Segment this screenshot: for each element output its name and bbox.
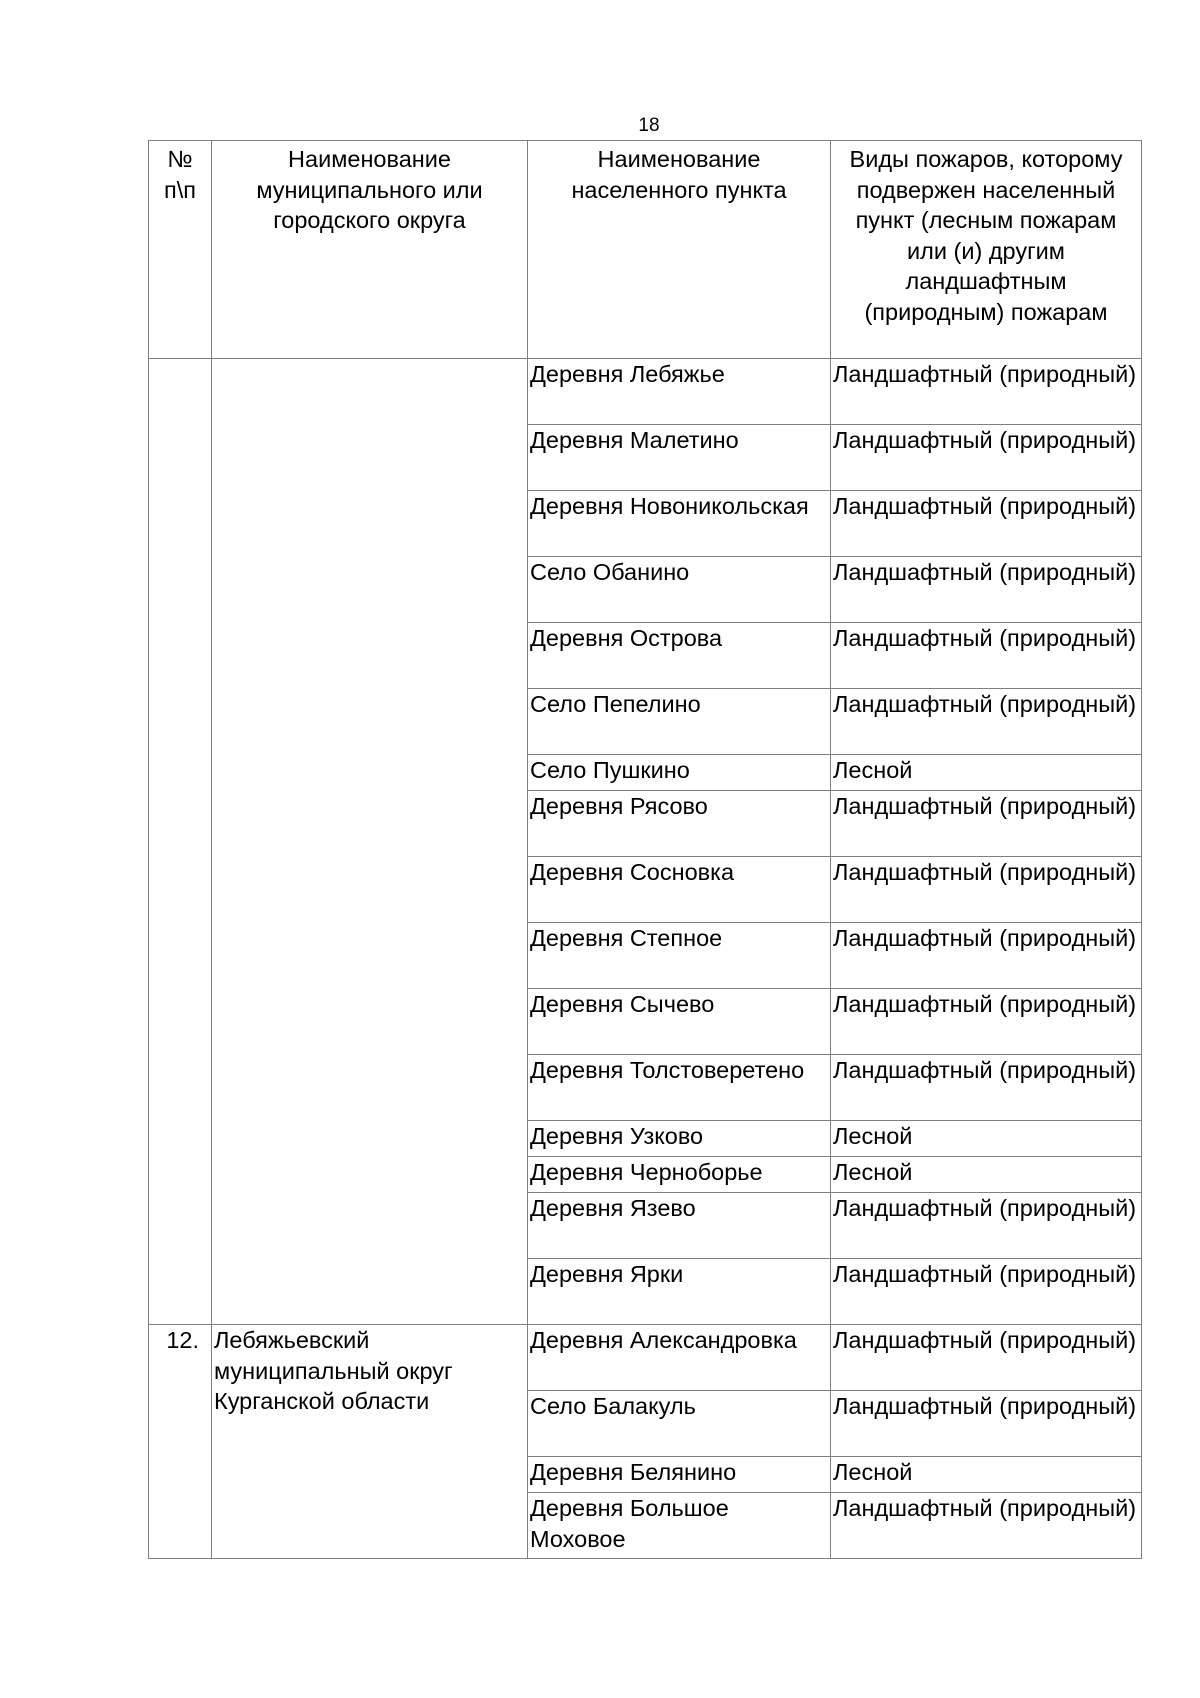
fire-type-cell: Ландшафтный (природный): [831, 557, 1142, 623]
fire-type-cell: Лесной: [831, 755, 1142, 791]
settlement-cell: Деревня Малетино: [528, 425, 831, 491]
settlement-cell: Деревня Язево: [528, 1193, 831, 1259]
settlement-cell: Деревня Александровка: [528, 1325, 831, 1391]
row-number-cell: 12.: [149, 1325, 212, 1559]
fire-type-cell: Ландшафтный (природный): [831, 791, 1142, 857]
settlement-cell: Деревня Большое Моховое: [528, 1493, 831, 1559]
table-row: [149, 359, 1142, 425]
settlement-cell: Деревня Толстоверетено: [528, 1055, 831, 1121]
settlement-cell: Деревня Узково: [528, 1121, 831, 1157]
fire-type-cell: Ландшафтный (природный): [831, 989, 1142, 1055]
settlement-cell: Деревня Сосновка: [528, 857, 831, 923]
settlement-cell: Деревня Рясово: [528, 791, 831, 857]
fire-type-cell: Ландшафтный (природный): [831, 1391, 1142, 1457]
settlement-cell: Деревня Белянино: [528, 1457, 831, 1493]
header-settlement: Наименование населенного пункта: [528, 141, 831, 359]
fire-type-cell: Ландшафтный (природный): [831, 857, 1142, 923]
fire-type-cell: Лесной: [831, 1121, 1142, 1157]
fire-type-cell: Ландшафтный (природный): [831, 689, 1142, 755]
fire-type-cell: Ландшафтный (природный): [831, 491, 1142, 557]
settlement-cell: Деревня Острова: [528, 623, 831, 689]
settlement-cell: Село Обанино: [528, 557, 831, 623]
settlement-cell: Деревня Черноборье: [528, 1157, 831, 1193]
fire-type-cell: Ландшафтный (природный): [831, 1055, 1142, 1121]
fire-type-cell: Ландшафтный (природный): [831, 359, 1142, 425]
fire-type-cell: Ландшафтный (природный): [831, 623, 1142, 689]
settlement-cell: Село Балакуль: [528, 1391, 831, 1457]
settlement-cell: Деревня Ярки: [528, 1259, 831, 1325]
settlement-cell: Деревня Новоникольская: [528, 491, 831, 557]
settlement-cell: Село Пушкино: [528, 755, 831, 791]
table-header-row: [149, 141, 1142, 359]
header-num: № п\п: [149, 141, 212, 359]
fire-type-cell: Лесной: [831, 1457, 1142, 1493]
fire-type-cell: Ландшафтный (природный): [831, 923, 1142, 989]
fire-risk-table: [148, 140, 1142, 1559]
fire-type-cell: Ландшафтный (природный): [831, 1259, 1142, 1325]
settlement-cell: Деревня Степное: [528, 923, 831, 989]
fire-type-cell: Ландшафтный (природный): [831, 1493, 1142, 1559]
header-district: Наименование муниципального или городского округа: [212, 141, 528, 359]
fire-type-cell: Ландшафтный (природный): [831, 1193, 1142, 1259]
fire-type-cell: Ландшафтный (природный): [831, 1325, 1142, 1391]
settlement-cell: Село Пепелино: [528, 689, 831, 755]
district-cell: [212, 359, 528, 1325]
district-cell: Лебяжьевский муниципальный округ Курганской области: [212, 1325, 528, 1559]
settlement-cell: Деревня Лебяжье: [528, 359, 831, 425]
header-fire-type: Виды пожаров, которому подвержен населенный пункт (лесным пожарам или (и) другим ландшафтным (природным) пожарам: [831, 141, 1142, 359]
fire-type-cell: Ландшафтный (природный): [831, 425, 1142, 491]
row-number-cell: [149, 359, 212, 1325]
page-number: 18: [638, 115, 660, 136]
fire-type-cell: Лесной: [831, 1157, 1142, 1193]
table-row: [149, 1325, 1142, 1391]
settlement-cell: Деревня Сычево: [528, 989, 831, 1055]
